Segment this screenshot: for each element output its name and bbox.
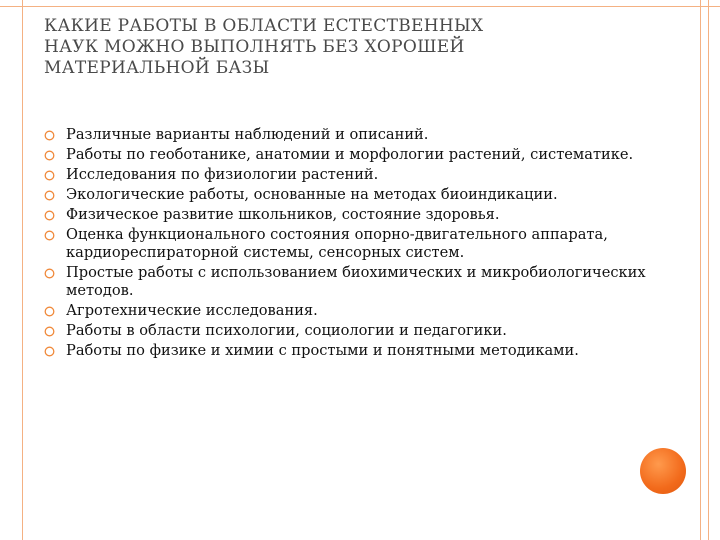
- list-item-text: Экологические работы, основанные на методах биоиндикации.: [66, 186, 558, 203]
- circle-bullet-icon: [44, 306, 55, 317]
- circle-bullet-icon: [44, 268, 55, 279]
- list-item: [44, 186, 654, 204]
- list-item-text: Агротехнические исследования.: [66, 302, 318, 319]
- list-item: [44, 146, 654, 164]
- orange-circle-decoration: [640, 448, 686, 494]
- circle-bullet-icon: [44, 190, 55, 201]
- circle-bullet-icon: [44, 346, 55, 357]
- frame-right-line-inner: [708, 0, 709, 540]
- list-item: [44, 302, 654, 320]
- list-item: [44, 322, 654, 340]
- frame-top-line: [0, 6, 720, 7]
- list-item-text: Работы по физике и химии с простыми и понятными методиками.: [66, 342, 579, 359]
- circle-bullet-icon: [44, 170, 55, 181]
- circle-bullet-icon: [44, 326, 55, 337]
- list-item: [44, 206, 654, 224]
- list-item: [44, 126, 654, 144]
- list-item: [44, 166, 654, 184]
- list-item: [44, 226, 654, 262]
- list-item-text: Исследования по физиологии растений.: [66, 166, 379, 183]
- list-item-text: Физическое развитие школьников, состояние здоровья.: [66, 206, 500, 223]
- frame-left-line: [22, 0, 23, 540]
- circle-bullet-icon: [44, 130, 55, 141]
- list-item-text: Работы по геоботанике, анатомии и морфологии растений, систематике.: [66, 146, 634, 163]
- list-item-text: Простые работы с использованием биохимических и микробиологических методов.: [66, 264, 646, 299]
- circle-bullet-icon: [44, 150, 55, 161]
- circle-bullet-icon: [44, 210, 55, 221]
- slide-title: КАКИЕ РАБОТЫ В ОБЛАСТИ ЕСТЕСТВЕННЫХ НАУК МОЖНО ВЫПОЛНЯТЬ БЕЗ ХОРОШЕЙ МАТЕРИАЛЬНОЙ БАЗЫ: [44, 16, 484, 78]
- bullet-list: [44, 126, 654, 362]
- list-item-text: Работы в области психологии, социологии и педагогики.: [66, 322, 507, 339]
- list-item: [44, 264, 654, 300]
- list-item-text: Оценка функционального состояния опорно-двигательного аппарата, кардиореспираторной системы, сенсорных систем.: [66, 226, 608, 261]
- circle-bullet-icon: [44, 230, 55, 241]
- frame-right-line-outer: [700, 0, 701, 540]
- list-item-text: Различные варианты наблюдений и описаний.: [66, 126, 429, 143]
- list-item: [44, 342, 654, 360]
